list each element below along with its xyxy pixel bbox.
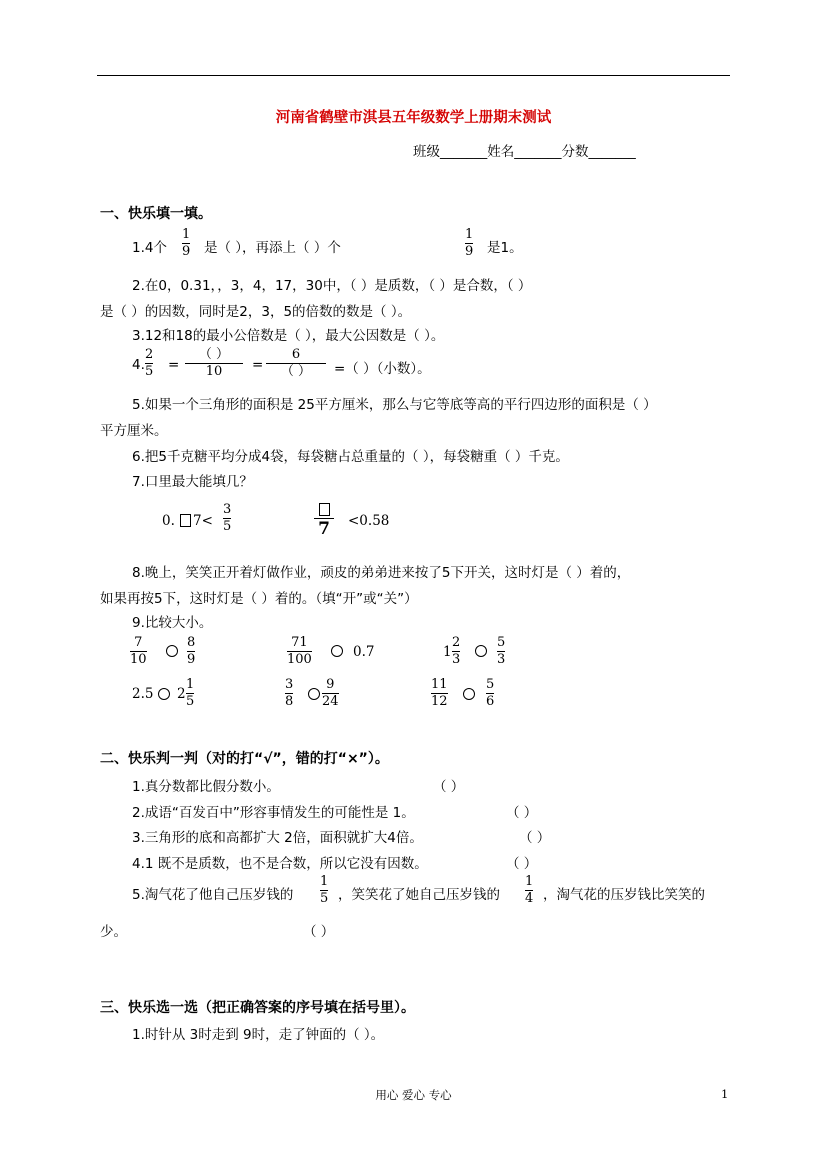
fraction-denominator: 24 xyxy=(322,694,339,709)
q7-item-b-post: <0.58 xyxy=(348,513,390,529)
fraction-numerator: 1 xyxy=(186,677,195,692)
fraction-denominator: 3 xyxy=(452,652,461,667)
fraction-denominator: 5 xyxy=(320,891,329,906)
s2-q5-text-b: ，笑笑花了她自己压岁钱的 xyxy=(338,887,500,903)
q7-text: 7.口里最大能填几？ xyxy=(132,474,253,490)
s2-q5-answer-paren[interactable]: （ ） xyxy=(303,924,335,940)
fraction-numerator: 7 xyxy=(134,635,143,650)
s2-q3-answer-paren[interactable]: （ ） xyxy=(519,830,551,846)
q1-fraction-2 xyxy=(465,228,473,259)
fraction-numerator: 1 xyxy=(182,227,191,242)
fraction-numerator: 2 xyxy=(145,347,154,362)
q4-equals-1: = xyxy=(168,357,180,373)
s2-q5-fraction-1 xyxy=(320,875,328,906)
fraction-numerator: 2 xyxy=(452,635,461,650)
q7-item-b-fraction xyxy=(314,503,334,538)
compare-fraction xyxy=(322,678,339,709)
document-title: 河南省鹤壁市淇县五年级数学上册期末测试 xyxy=(275,110,552,126)
q1-fraction-1 xyxy=(182,228,190,259)
q1-text-c: 是1。 xyxy=(487,240,523,256)
compare-fraction xyxy=(186,678,194,709)
q4-equals-2: = xyxy=(252,357,264,373)
q5-line-1: 5.如果一个三角形的面积是 25平方厘米，那么与它等底等高的平行四边形的面积是（ ） xyxy=(132,397,657,413)
q9-text: 9.比较大小。 xyxy=(132,615,213,631)
fraction-numerator: 8 xyxy=(187,635,196,650)
fraction-numerator: 3 xyxy=(285,677,294,692)
student-info-line: 班级_______姓名_______分数_______ xyxy=(413,144,636,160)
q2-line-2: 是（ ）的因数，同时是2，3，5的倍数的数是（ ）。 xyxy=(100,304,412,320)
q1-text-a: 1.4个 xyxy=(132,240,167,256)
fraction-numerator: 1 xyxy=(525,874,534,889)
q3-text: 3.12和18的最小公倍数是（ ），最大公因数是（ ）。 xyxy=(132,328,445,344)
fraction-denominator: 10 xyxy=(130,652,147,667)
fraction-denominator: 4 xyxy=(525,891,534,906)
q7-item-a-post: 7< xyxy=(193,513,213,529)
fraction-numerator: 1 xyxy=(320,874,329,889)
compare-fraction xyxy=(497,636,505,667)
s2-q1-text: 1.真分数都比假分数小。 xyxy=(132,779,280,795)
compare-whole: 1 xyxy=(443,644,452,660)
compare-fraction xyxy=(285,678,293,709)
compare-circle[interactable] xyxy=(166,645,178,657)
s2-q3-text: 3.三角形的底和高都扩大 2倍，面积就扩大4倍。 xyxy=(132,830,423,846)
compare-whole: 2 xyxy=(177,686,186,702)
fraction-denominator: 7 xyxy=(318,519,330,539)
q7-item-a-fraction xyxy=(223,503,231,534)
fraction-denominator: 8 xyxy=(285,694,294,709)
section2-heading: 二、快乐判一判（对的打“√”，错的打“×”）。 xyxy=(100,751,389,767)
fraction-denominator: （ ） xyxy=(280,364,312,379)
fraction-denominator: 5 xyxy=(223,519,232,534)
q4-tail: =（ ）（小数）。 xyxy=(334,361,431,377)
compare-circle[interactable] xyxy=(158,688,170,700)
s2-q5-text-a: 5.淘气花了他自己压岁钱的 xyxy=(132,887,294,903)
q6-text: 6.把5千克糖平均分成4袋，每袋糖占总重量的（ ），每袋糖重（ ）千克。 xyxy=(132,449,569,465)
fraction-denominator: 12 xyxy=(431,694,448,709)
top-rule xyxy=(97,75,730,76)
q8-line-2: 如果再按5下，这时灯是（ ）着的。（填“开”或“关”） xyxy=(100,591,418,607)
s2-q5-fraction-2 xyxy=(525,875,533,906)
compare-decimal: 0.7 xyxy=(353,644,375,660)
compare-decimal: 2.5 xyxy=(132,686,154,702)
section1-heading: 一、快乐填一填。 xyxy=(100,206,212,222)
fraction-numerator: 9 xyxy=(326,677,335,692)
page-number: 1 xyxy=(721,1087,729,1101)
compare-fraction xyxy=(130,636,147,667)
fraction-numerator: 5 xyxy=(486,677,495,692)
q4-prefix: 4. xyxy=(132,357,145,373)
q4-fraction-3 xyxy=(266,348,326,379)
fraction-denominator: 10 xyxy=(205,364,223,379)
q4-fraction-2 xyxy=(185,348,243,379)
s2-q2-answer-paren[interactable]: （ ） xyxy=(506,805,538,821)
fraction-numerator: 71 xyxy=(291,635,308,650)
fraction-denominator: 9 xyxy=(182,244,191,259)
fraction-numerator: 11 xyxy=(431,677,448,692)
fraction-numerator-box xyxy=(319,503,330,517)
compare-fraction xyxy=(486,678,494,709)
compare-circle[interactable] xyxy=(331,645,343,657)
section3-heading: 三、快乐选一选（把正确答案的序号填在括号里）。 xyxy=(100,1000,415,1016)
fraction-numerator: （ ） xyxy=(198,347,230,362)
s2-q4-answer-paren[interactable]: （ ） xyxy=(506,856,538,872)
s2-q2-text: 2.成语“百发百中”形容事情发生的可能性是 1。 xyxy=(132,805,415,821)
fraction-numerator: 3 xyxy=(223,502,232,517)
s2-q4-text: 4.1 既不是质数，也不是合数，所以它没有因数。 xyxy=(132,856,428,872)
s2-q1-answer-paren[interactable]: （ ） xyxy=(433,779,465,795)
fraction-denominator: 6 xyxy=(486,694,495,709)
fraction-denominator: 5 xyxy=(186,694,195,709)
compare-fraction xyxy=(431,678,448,709)
fraction-denominator: 5 xyxy=(145,364,154,379)
compare-fraction xyxy=(187,636,195,667)
q4-fraction-1 xyxy=(145,348,153,379)
fraction-numerator: 1 xyxy=(465,227,474,242)
blank-box-icon xyxy=(319,503,330,516)
blank-box-icon xyxy=(180,514,191,527)
s3-q1-text: 1.时针从 3时走到 9时，走了钟面的（ ）。 xyxy=(132,1027,385,1043)
compare-circle[interactable] xyxy=(463,688,475,700)
fraction-denominator: 9 xyxy=(465,244,474,259)
fraction-denominator: 100 xyxy=(287,652,312,667)
compare-circle[interactable] xyxy=(308,688,320,700)
fraction-numerator: 6 xyxy=(291,347,301,362)
fraction-denominator: 9 xyxy=(187,652,196,667)
s2-q5-text-c: ，淘气花的压岁钱比笑笑的 xyxy=(543,887,705,903)
q2-line-1: 2.在0，0.31，，3，4，17，30中，（ ）是质数，（ ）是合数，（ ） xyxy=(132,278,532,294)
q7-item-a-prefix: 0. xyxy=(162,513,175,529)
q5-line-2: 平方厘米。 xyxy=(100,423,168,439)
q1-text-b: 是（ ），再添上（ ）个 xyxy=(204,240,341,256)
q8-line-1: 8.晚上，笑笑正开着灯做作业，顽皮的弟弟进来按了5下开关，这时灯是（ ）着的， xyxy=(132,565,631,581)
footer-motto: 用心 爱心 专心 xyxy=(375,1088,452,1102)
compare-circle[interactable] xyxy=(475,645,487,657)
compare-fraction xyxy=(452,636,460,667)
compare-fraction xyxy=(287,636,312,667)
fraction-denominator: 3 xyxy=(497,652,506,667)
fraction-numerator: 5 xyxy=(497,635,506,650)
s2-q5-line-2: 少。 xyxy=(100,924,127,940)
